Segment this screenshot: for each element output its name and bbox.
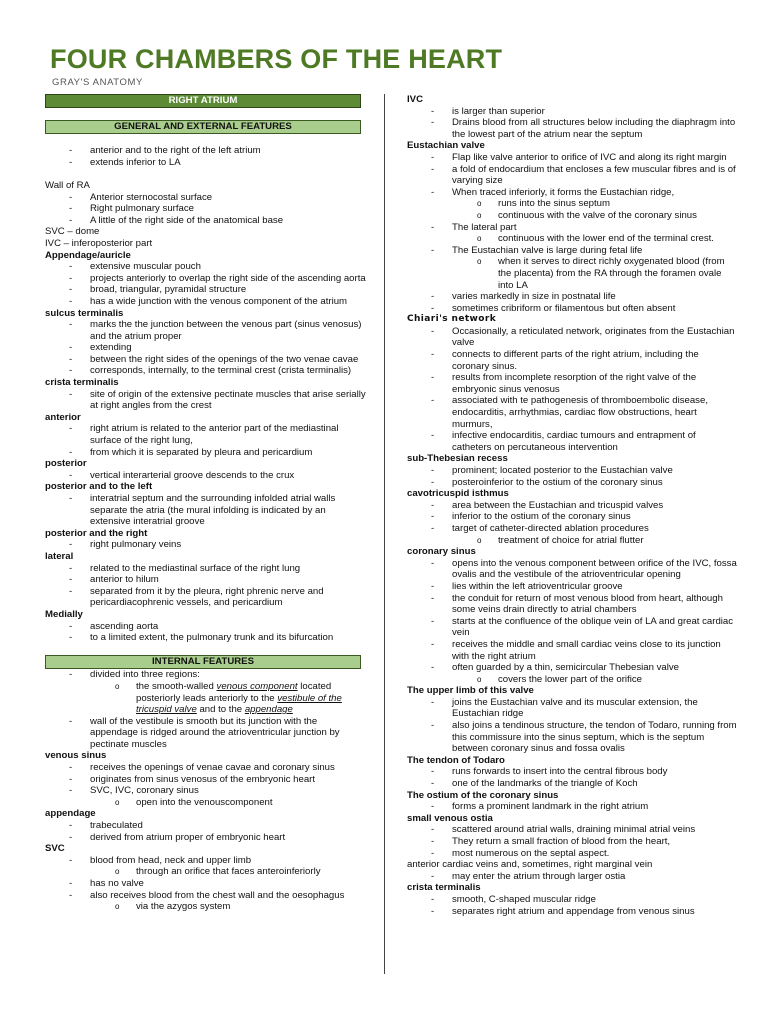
- topic-heading: The tendon of Todaro: [407, 754, 505, 766]
- circle-bullet: o through an orifice that faces anteroinferiorly: [45, 866, 367, 878]
- dash-bullet: - smooth, C-shaped muscular ridge: [407, 894, 737, 906]
- dash-bullet: - one of the landmarks of the triangle of Koch: [407, 778, 737, 790]
- dash-bullet: - right atrium is related to the anterior part of the mediastinal surface of the right lung,: [45, 423, 367, 446]
- dash-bullet: - the conduit for return of most venous blood from heart, although some veins drain directly to atrial chambers: [407, 593, 737, 616]
- topic-heading: small venous ostia: [407, 812, 493, 824]
- dash-bullet: - Flap like valve anterior to orifice of IVC and along its right margin: [407, 152, 737, 164]
- page-subtitle: GRAY'S ANATOMY: [52, 77, 143, 88]
- text-line: IVC – inferoposterior part: [45, 237, 153, 249]
- topic-heading: sulcus terminalis: [45, 307, 124, 319]
- dash-bullet: - joins the Eustachian valve and its muscular extension, the Eustachian ridge: [407, 697, 737, 720]
- page-title: FOUR CHAMBERS OF THE HEART: [50, 44, 503, 74]
- topic-heading: lateral: [45, 550, 74, 562]
- emphasized-term: venous component: [216, 680, 298, 692]
- dash-bullet: - marks the the junction between the venous part (sinus venosus) and the atrium proper: [45, 319, 367, 342]
- circle-bullet: o covers the lower part of the orifice: [407, 674, 737, 686]
- dash-bullet: - extends inferior to LA: [45, 157, 367, 169]
- dash-bullet: - They return a small fraction of blood from the heart,: [407, 836, 737, 848]
- topic-heading: crista terminalis: [45, 377, 119, 389]
- dash-bullet: - site of origin of the extensive pectinate muscles that arise serially at right angles from the crest: [45, 389, 367, 412]
- dash-bullet: - posteroinferior to the ostium of the coronary sinus: [407, 477, 737, 489]
- dash-bullet: - a fold of endocardium that encloses a few muscular fibres and is of varying size: [407, 164, 737, 187]
- dash-bullet: - results from incomplete resorption of the right valve of the embryonic sinus venosus: [407, 372, 737, 395]
- dash-bullet: - runs forwards to insert into the central fibrous body: [407, 766, 737, 778]
- topic-heading: posterior and the right: [45, 527, 148, 539]
- dash-bullet: - divided into three regions:: [45, 669, 367, 681]
- dash-bullet: - prominent; located posterior to the Eustachian valve: [407, 465, 737, 477]
- dash-bullet: - may enter the atrium through larger ostia: [407, 871, 737, 883]
- dash-bullet: - from which it is separated by pleura and pericardium: [45, 447, 367, 459]
- dash-bullet: - ascending aorta: [45, 621, 367, 633]
- dash-bullet: - anterior and to the right of the left atrium: [45, 145, 367, 157]
- text-line: Wall of RA: [45, 179, 90, 191]
- dash-bullet: - SVC, IVC, coronary sinus: [45, 785, 367, 797]
- dash-bullet: - projects anteriorly to overlap the right side of the ascending aorta: [45, 273, 367, 285]
- right-column: [407, 94, 737, 917]
- topic-heading: posterior: [45, 458, 87, 470]
- dash-bullet: - most numerous on the septal aspect.: [407, 848, 737, 860]
- dash-bullet: - also receives blood from the chest wall and the oesophagus: [45, 890, 367, 902]
- dash-bullet: - extensive muscular pouch: [45, 261, 367, 273]
- spacer: [45, 644, 367, 656]
- topic-heading: appendage: [45, 808, 96, 820]
- dash-bullet: - The lateral part: [407, 222, 737, 234]
- topic-heading: posterior and to the left: [45, 481, 153, 493]
- text-segment: the smooth-walled: [136, 680, 217, 692]
- dash-bullet: - starts at the confluence of the oblique vein of LA and great cardiac vein: [407, 616, 737, 639]
- circle-bullet: o via the azygos system: [45, 901, 367, 913]
- text-segment: located posteriorly leads anteriorly to the: [136, 680, 332, 704]
- spacer: [45, 134, 367, 146]
- dash-bullet: - anterior to hilum: [45, 574, 367, 586]
- dash-bullet: - extending: [45, 342, 367, 354]
- emphasized-term: appendage: [244, 704, 293, 716]
- dash-bullet: - varies markedly in size in postnatal life: [407, 291, 737, 303]
- dash-bullet: - area between the Eustachian and tricuspid valves: [407, 500, 737, 512]
- dash-bullet: - interatrial septum and the surrounding infolded atrial walls separate the atria (the mural infolding is indicated by an extensive interatrial groove: [45, 493, 367, 528]
- dash-bullet: - opens into the venous component between orifice of the IVC, fossa ovalis and the vestibule of the atrioventricular opening: [407, 558, 737, 581]
- topic-heading: crista terminalis: [407, 882, 481, 894]
- dash-bullet: - connects to different parts of the right atrium, including the coronary sinus.: [407, 349, 737, 372]
- dash-bullet: - Occasionally, a reticulated network, originates from the Eustachian valve: [407, 326, 737, 349]
- topic-heading: Medially: [45, 608, 83, 620]
- section-header: RIGHT ATRIUM: [45, 94, 361, 108]
- dash-bullet: - to a limited extent, the pulmonary trunk and its bifurcation: [45, 632, 367, 644]
- topic-heading: Appendage/auricle: [45, 249, 131, 261]
- circle-bullet: o runs into the sinus septum: [407, 198, 737, 210]
- dash-bullet: - infective endocarditis, cardiac tumours and entrapment of catheters on percutaneous intervention: [407, 430, 737, 453]
- topic-heading: The upper limb of this valve: [407, 685, 534, 697]
- topic-heading: venous sinus: [45, 750, 107, 762]
- dash-bullet: - receives the openings of venae cavae and coronary sinus: [45, 762, 367, 774]
- dash-bullet: - associated with te pathogenesis of thromboembolic disease, endocarditis, arrhythmias, cardiac flow obstructions, heart murmurs,: [407, 395, 737, 430]
- topic-heading: Eustachian valve: [407, 140, 485, 152]
- dash-bullet: - between the right sides of the openings of the two venae cavae: [45, 354, 367, 366]
- circle-bullet: o continuous with the valve of the coronary sinus: [407, 210, 737, 222]
- circle-bullet: o open into the venouscomponent: [45, 797, 367, 809]
- text-line: SVC – dome: [45, 226, 100, 238]
- dash-bullet: - often guarded by a thin, semicircular Thebesian valve: [407, 662, 737, 674]
- dash-bullet: - corresponds, internally, to the terminal crest (crista terminalis): [45, 365, 367, 377]
- dash-bullet: - Anterior sternocostal surface: [45, 192, 367, 204]
- dash-bullet: - A little of the right side of the anatomical base: [45, 215, 367, 227]
- dash-bullet: - sometimes cribriform or filamentous but often absent: [407, 303, 737, 315]
- topic-heading: SVC: [45, 843, 65, 855]
- circle-bullet: [45, 681, 367, 716]
- dash-bullet: - scattered around atrial walls, draining minimal atrial veins: [407, 824, 737, 836]
- subsection-header: INTERNAL FEATURES: [45, 655, 361, 669]
- topic-heading: anterior: [45, 411, 81, 423]
- text-line: anterior cardiac veins and, sometimes, right marginal vein: [407, 859, 653, 871]
- dash-bullet: - Drains blood from all structures below including the diaphragm into the lowest part of the atrium near the septum: [407, 117, 737, 140]
- circle-bullet: o treatment of choice for atrial flutter: [407, 535, 737, 547]
- left-column: [45, 94, 367, 913]
- dash-bullet: - has a wide junction with the venous component of the atrium: [45, 296, 367, 308]
- dash-bullet: - separates right atrium and appendage from venous sinus: [407, 906, 737, 918]
- spacer: [45, 108, 367, 120]
- circle-bullet: o when it serves to direct richly oxygenated blood (from the placenta) from the RA through the foramen ovale into LA: [407, 256, 737, 291]
- topic-heading: IVC: [407, 94, 423, 105]
- dash-bullet: - inferior to the ostium of the coronary sinus: [407, 511, 737, 523]
- circle-bullet: o continuous with the lower end of the terminal crest.: [407, 233, 737, 245]
- dash-bullet: - has no valve: [45, 878, 367, 890]
- text-segment: and to the: [196, 704, 245, 716]
- dash-bullet: - blood from head, neck and upper limb: [45, 855, 367, 867]
- dash-bullet: - separated from it by the pleura, right phrenic nerve and pericardiacophrenic vessels, and pericardium: [45, 586, 367, 609]
- emphasized-term: vestibule of the tricuspid valve: [136, 692, 342, 716]
- dash-bullet: - When traced inferiorly, it forms the Eustachian ridge,: [407, 187, 737, 199]
- dash-bullet: - forms a prominent landmark in the right atrium: [407, 801, 737, 813]
- dash-bullet: - lies within the left atrioventricular groove: [407, 581, 737, 593]
- dash-bullet: - Right pulmonary surface: [45, 203, 367, 215]
- dash-bullet: - right pulmonary veins: [45, 539, 367, 551]
- dash-bullet: - related to the mediastinal surface of the right lung: [45, 563, 367, 575]
- dash-bullet: - derived from atrium proper of embryonic heart: [45, 832, 367, 844]
- dash-bullet: - target of catheter-directed ablation procedures: [407, 523, 737, 535]
- topic-heading: Chiari's network: [407, 314, 497, 325]
- dash-bullet: - The Eustachian valve is large during fetal life: [407, 245, 737, 257]
- spacer: [45, 168, 367, 180]
- column-divider: [384, 94, 385, 974]
- topic-heading: cavotricuspid isthmus: [407, 488, 509, 500]
- topic-heading: coronary sinus: [407, 546, 476, 558]
- topic-heading: The ostium of the coronary sinus: [407, 789, 559, 801]
- dash-bullet: - wall of the vestibule is smooth but its junction with the appendage is ridged around the atrioventricular junction by pectinate muscles: [45, 716, 367, 751]
- dash-bullet: - originates from sinus venosus of the embryonic heart: [45, 774, 367, 786]
- subsection-header: GENERAL AND EXTERNAL FEATURES: [45, 120, 361, 134]
- topic-heading: sub-Thebesian recess: [407, 453, 508, 465]
- dash-bullet: - broad, triangular, pyramidal structure: [45, 284, 367, 296]
- dash-bullet: - trabeculated: [45, 820, 367, 832]
- dash-bullet: - also joins a tendinous structure, the tendon of Todaro, running from this commissure into the sinus septum, which is the septum between coronary sinus and fossa ovalis: [407, 720, 737, 755]
- dash-bullet: - receives the middle and small cardiac veins close to its junction with the right atrium: [407, 639, 737, 662]
- dash-bullet: - is larger than superior: [407, 106, 737, 118]
- dash-bullet: - vertical interarterial groove descends to the crux: [45, 470, 367, 482]
